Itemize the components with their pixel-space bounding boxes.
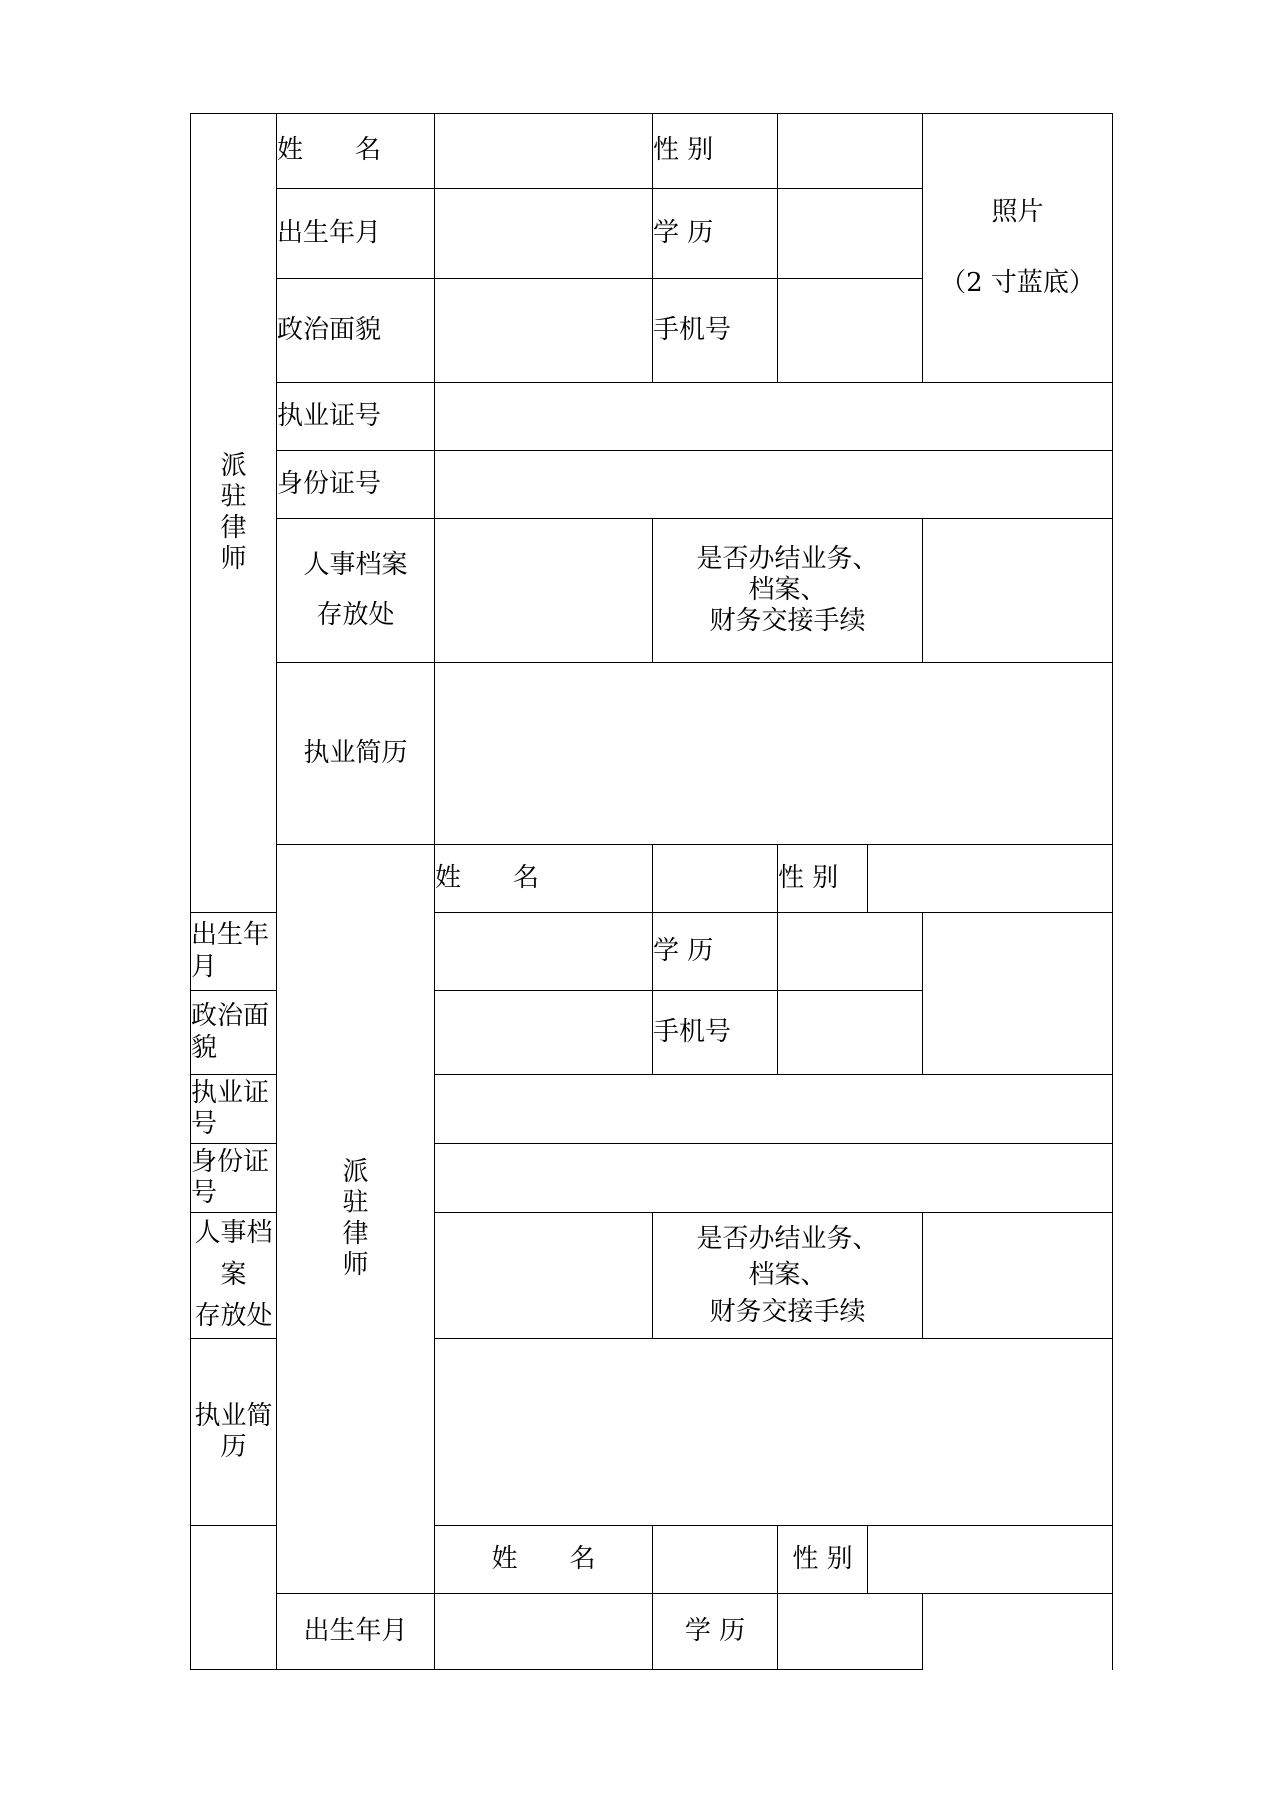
block2-gender-label: 性 别 [778, 845, 868, 913]
block2-phone-field[interactable] [778, 991, 923, 1075]
block1-photo-box[interactable]: 照片 （2 寸蓝底） [923, 114, 1113, 383]
block2-resume-field[interactable] [435, 1338, 1113, 1525]
block1-birth-label: 出生年月 [277, 189, 435, 279]
block1-birth-field[interactable] [435, 189, 653, 279]
block1-political-field[interactable] [435, 279, 653, 383]
block1-archive-label: 人事档案 存放处 [277, 519, 435, 663]
block2-edu-field[interactable] [778, 913, 923, 991]
block1-row-name [191, 114, 1113, 189]
block1-gender-label: 性 别 [653, 114, 778, 189]
block2-edu-label: 学 历 [653, 913, 778, 991]
block1-resume-field[interactable] [435, 663, 1113, 845]
block2-birth-label: 出生年月 [191, 913, 277, 991]
block1-resume-label: 执业简历 [277, 663, 435, 845]
block2-side-label: 派 驻 律 师 [277, 845, 435, 1594]
block2-resume-label: 执业简历 [191, 1338, 277, 1525]
block2-handover-field[interactable] [923, 1213, 1113, 1339]
block2-name-label: 姓 名 [435, 845, 653, 913]
block3-side-label [191, 1525, 277, 1669]
block1-edu-field[interactable] [778, 189, 923, 279]
block3-name-label: 姓 名 [435, 1525, 653, 1593]
block3-birth-label: 出生年月 [277, 1593, 435, 1669]
block1-edu-label: 学 历 [653, 189, 778, 279]
block1-row-license [191, 383, 1113, 451]
block2-archive-field[interactable] [435, 1213, 653, 1339]
block2-phone-label: 手机号 [653, 991, 778, 1075]
block3-edu-field[interactable] [778, 1593, 923, 1669]
block2-name-field[interactable] [653, 845, 778, 913]
block1-handover-label: 是否办结业务、 档案、 财务交接手续 [653, 519, 923, 663]
block2-political-field[interactable] [435, 991, 653, 1075]
block2-handover-label: 是否办结业务、 档案、 财务交接手续 [653, 1213, 923, 1339]
block2-archive-label: 人事档案 存放处 [191, 1213, 277, 1339]
block3-birth-field[interactable] [435, 1593, 653, 1669]
block1-name-field[interactable] [435, 114, 653, 189]
block3-gender-label: 性 别 [778, 1525, 868, 1593]
block2-license-field[interactable] [435, 1075, 1113, 1144]
block2-gender-field[interactable] [868, 845, 1113, 913]
block3-row-birth [191, 1593, 1113, 1669]
block1-name-label: 姓 名 [277, 114, 435, 189]
lawyer-registration-form [190, 113, 1113, 1670]
block1-political-label: 政治面貌 [277, 279, 435, 383]
block1-row-resume [191, 663, 1113, 845]
block2-political-label: 政治面貌 [191, 991, 277, 1075]
block1-gender-field[interactable] [778, 114, 923, 189]
block1-phone-field[interactable] [778, 279, 923, 383]
block1-id-label: 身份证号 [277, 451, 435, 519]
block2-row-name [191, 845, 1113, 913]
block2-license-label: 执业证号 [191, 1075, 277, 1144]
block2-birth-field[interactable] [435, 913, 653, 991]
block1-phone-label: 手机号 [653, 279, 778, 383]
block1-row-id [191, 451, 1113, 519]
block1-row-archive [191, 519, 1113, 663]
block1-archive-field[interactable] [435, 519, 653, 663]
block2-id-label: 身份证号 [191, 1144, 277, 1213]
block1-license-label: 执业证号 [277, 383, 435, 451]
block1-id-field[interactable] [435, 451, 1113, 519]
block3-gender-field[interactable] [868, 1525, 1113, 1593]
block1-side-label: 派 驻 律 师 [191, 114, 277, 913]
block3-edu-label: 学 历 [653, 1593, 778, 1669]
block3-name-field[interactable] [653, 1525, 778, 1593]
block1-handover-field[interactable] [923, 519, 1113, 663]
block2-id-field[interactable] [435, 1144, 1113, 1213]
block1-license-field[interactable] [435, 383, 1113, 451]
